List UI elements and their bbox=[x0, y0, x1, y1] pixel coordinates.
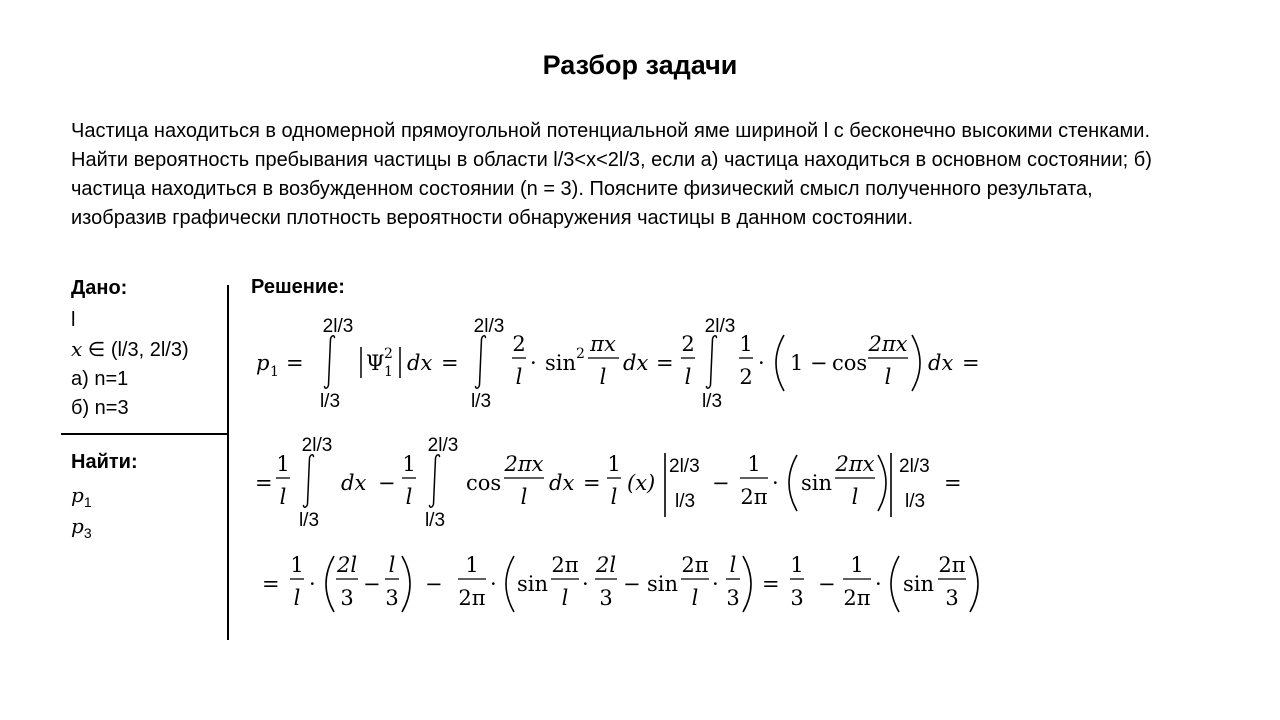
f1-int2-upper: 2l/3 bbox=[473, 316, 505, 337]
f2-paren-left bbox=[789, 455, 797, 511]
f2-frac6-den: l bbox=[851, 485, 859, 509]
f2-frac3-num: 2πx bbox=[504, 452, 544, 476]
f3-frac3-den: 3 bbox=[385, 586, 399, 610]
f2-frac5-num: 1 bbox=[747, 452, 761, 476]
f1-integral-1 bbox=[325, 336, 335, 388]
find-p1-subscript: 1 bbox=[83, 494, 92, 510]
f3-dot3: · bbox=[582, 572, 589, 596]
f2-frac1-den: l bbox=[279, 485, 287, 509]
f3-frac11-num: 2π bbox=[938, 553, 966, 577]
f3-eq2: = bbox=[762, 572, 780, 596]
f2-sin: sin bbox=[801, 471, 833, 495]
f2-minus2: − bbox=[712, 471, 730, 495]
f1-psi: Ψ bbox=[366, 351, 385, 375]
f1-frac3-num: 2 bbox=[681, 332, 695, 356]
f3-frac10-num: 1 bbox=[850, 553, 864, 577]
f2-frac6-num: 2πx bbox=[835, 452, 875, 476]
f3-paren3-right bbox=[970, 556, 978, 612]
f1-psi-sub: 1 bbox=[384, 364, 393, 380]
f2-eval1-lower: l/3 bbox=[675, 491, 696, 512]
f1-sin-sq: 2 bbox=[576, 346, 585, 362]
f1-frac1-num: 2 bbox=[512, 332, 526, 356]
f1-frac4-den: 2 bbox=[739, 365, 753, 389]
solution-label: Решение: bbox=[251, 276, 345, 298]
f3-minus2: − bbox=[425, 572, 443, 596]
f3-paren1-right bbox=[402, 556, 410, 612]
find-label: Найти: bbox=[71, 451, 138, 473]
f1-one-minus: 1 − bbox=[790, 351, 828, 375]
f3-frac7-den: l bbox=[691, 586, 699, 610]
f2-frac2-num: 1 bbox=[402, 452, 416, 476]
f3-sin2: sin bbox=[647, 572, 679, 596]
f1-int2-lower: l/3 bbox=[470, 391, 492, 412]
f3-dot1: · bbox=[309, 572, 316, 596]
f3-frac11-den: 3 bbox=[945, 586, 959, 610]
f3-frac4-num: 1 bbox=[465, 553, 479, 577]
f1-eq: = bbox=[286, 351, 304, 375]
given-block bbox=[71, 306, 189, 423]
f3-frac8-den: 3 bbox=[726, 586, 740, 610]
given-case-a: а) n=1 bbox=[71, 368, 129, 390]
formula-line-3 bbox=[262, 553, 978, 612]
f1-p-sub: 1 bbox=[270, 364, 279, 380]
find-block bbox=[71, 481, 92, 543]
f3-frac1-den: l bbox=[293, 586, 301, 610]
f2-cos: cos bbox=[466, 471, 502, 495]
f1-int1-upper: 2l/3 bbox=[322, 316, 354, 337]
f3-frac7-num: 2π bbox=[681, 553, 709, 577]
f3-frac6-den: 3 bbox=[599, 586, 613, 610]
solution-formulas bbox=[245, 300, 1005, 630]
f2-x-paren: (x) bbox=[627, 471, 656, 495]
f1-dx3: dx bbox=[928, 351, 954, 375]
given-case-b: б) n=3 bbox=[71, 397, 129, 419]
f3-dot5: · bbox=[875, 572, 882, 596]
f3-frac2-den: 3 bbox=[340, 586, 354, 610]
f2-integral-1 bbox=[304, 455, 314, 507]
f2-frac4-den: l bbox=[610, 485, 618, 509]
f1-int3-upper: 2l/3 bbox=[704, 316, 736, 337]
f3-sin3: sin bbox=[903, 572, 935, 596]
f3-frac5-den: l bbox=[561, 586, 569, 610]
f1-frac2-den: l bbox=[599, 365, 607, 389]
f1-p: p bbox=[256, 351, 270, 375]
f1-frac5-num: 2πx bbox=[868, 332, 908, 356]
f3-frac4-den: 2π bbox=[458, 586, 486, 610]
f1-cos: cos bbox=[832, 351, 868, 375]
f2-int1-lower: l/3 bbox=[298, 510, 320, 531]
f3-frac1-num: 1 bbox=[290, 553, 304, 577]
f1-frac2-num: πx bbox=[590, 332, 616, 356]
given-label: Дано: bbox=[71, 277, 128, 299]
f3-dot4: · bbox=[712, 572, 719, 596]
f3-frac8-num: l bbox=[729, 553, 737, 577]
f2-frac2-den: l bbox=[405, 485, 413, 509]
f1-paren-left bbox=[776, 335, 784, 391]
f1-paren-right bbox=[912, 335, 920, 391]
f2-frac5-den: 2π bbox=[740, 485, 768, 509]
f1-psi-sup: 2 bbox=[384, 346, 393, 362]
f1-frac4-num: 1 bbox=[739, 332, 753, 356]
f3-paren3-left bbox=[891, 556, 899, 612]
f1-int1-lower: l/3 bbox=[319, 391, 341, 412]
f1-sin: sin bbox=[545, 351, 577, 375]
f3-frac9-num: 1 bbox=[790, 553, 804, 577]
f3-paren2-left bbox=[506, 556, 514, 612]
f2-paren-right bbox=[878, 455, 886, 511]
f1-integral-3 bbox=[707, 336, 717, 388]
f1-dot2: · bbox=[758, 351, 765, 375]
f1-dx2: dx bbox=[623, 351, 649, 375]
f2-integral-2 bbox=[430, 455, 440, 507]
f2-frac1-num: 1 bbox=[276, 452, 290, 476]
solution-divider bbox=[227, 285, 229, 640]
f3-frac10-den: 2π bbox=[843, 586, 871, 610]
find-p3 bbox=[71, 512, 92, 543]
f3-frac3-num: l bbox=[388, 553, 396, 577]
f2-dx2: dx bbox=[549, 471, 575, 495]
f1-int3-lower: l/3 bbox=[701, 391, 723, 412]
f2-int2-upper: 2l/3 bbox=[427, 435, 459, 456]
f3-sin1: sin bbox=[517, 572, 549, 596]
f2-eval2-upper: 2l/3 bbox=[899, 456, 930, 477]
f3-frac9-den: 3 bbox=[790, 586, 804, 610]
page-title: Разбор задачи bbox=[542, 50, 738, 80]
f1-frac3-den: l bbox=[684, 365, 692, 389]
find-p3-symbol: p bbox=[71, 514, 84, 538]
given-divider bbox=[61, 433, 227, 435]
f3-paren2-right bbox=[743, 556, 751, 612]
f1-integral-2 bbox=[476, 336, 486, 388]
f2-eq2: = bbox=[583, 471, 601, 495]
f3-frac6-num: 2l bbox=[595, 553, 617, 577]
formula-line-2 bbox=[255, 435, 962, 531]
f2-eval1-upper: 2l/3 bbox=[669, 456, 700, 477]
f3-frac5-num: 2π bbox=[551, 553, 579, 577]
f1-eq4: = bbox=[962, 351, 980, 375]
f2-dot: · bbox=[772, 471, 779, 495]
f3-minus3: − bbox=[623, 572, 641, 596]
find-p1-symbol: p bbox=[71, 483, 84, 507]
f2-frac4-num: 1 bbox=[607, 452, 621, 476]
f1-dot1: · bbox=[530, 351, 537, 375]
f3-minus4: − bbox=[818, 572, 836, 596]
f1-eq3: = bbox=[656, 351, 674, 375]
f2-eq3: = bbox=[944, 471, 962, 495]
given-width: l bbox=[71, 309, 76, 331]
f2-eval2-lower: l/3 bbox=[905, 491, 926, 512]
given-range bbox=[71, 335, 189, 365]
find-p1 bbox=[71, 481, 92, 512]
f1-dx1: dx bbox=[407, 351, 433, 375]
f3-minus1: − bbox=[363, 572, 381, 596]
f2-int1-upper: 2l/3 bbox=[301, 435, 333, 456]
f3-dot2: · bbox=[490, 572, 497, 596]
f1-frac1-den: l bbox=[515, 365, 523, 389]
f2-frac3-den: l bbox=[520, 485, 528, 509]
find-p3-subscript: 3 bbox=[83, 525, 92, 541]
given-x-in: ∈ (l/3, 2l/3) bbox=[87, 339, 189, 361]
problem-statement: Частица находиться в одномерной прямоугольной потенциальной яме шириной l с бесконечно высокими стенками. Найти вероятность пребывания частицы в области l/3<x<2l/3, если а) частица находиться в основном состоянии; б) частица находиться в возбужденном состоянии (n = 3). Поясните физический смысл полученного результата, изобразив графически плотность вероятности обнаружения частицы в данном состоянии. bbox=[71, 120, 1152, 229]
f1-eq2: = bbox=[441, 351, 459, 375]
formula-line-1 bbox=[256, 316, 980, 412]
f2-int2-lower: l/3 bbox=[424, 510, 446, 531]
f3-eq: = bbox=[262, 572, 280, 596]
f2-dx1: dx bbox=[341, 471, 367, 495]
given-x-var: x bbox=[71, 337, 83, 361]
f3-paren1-left bbox=[326, 556, 334, 612]
f3-frac2-num: 2l bbox=[336, 553, 358, 577]
f2-minus1: − bbox=[378, 471, 396, 495]
f1-frac5-den: l bbox=[884, 365, 892, 389]
f2-eq: = bbox=[255, 471, 273, 495]
